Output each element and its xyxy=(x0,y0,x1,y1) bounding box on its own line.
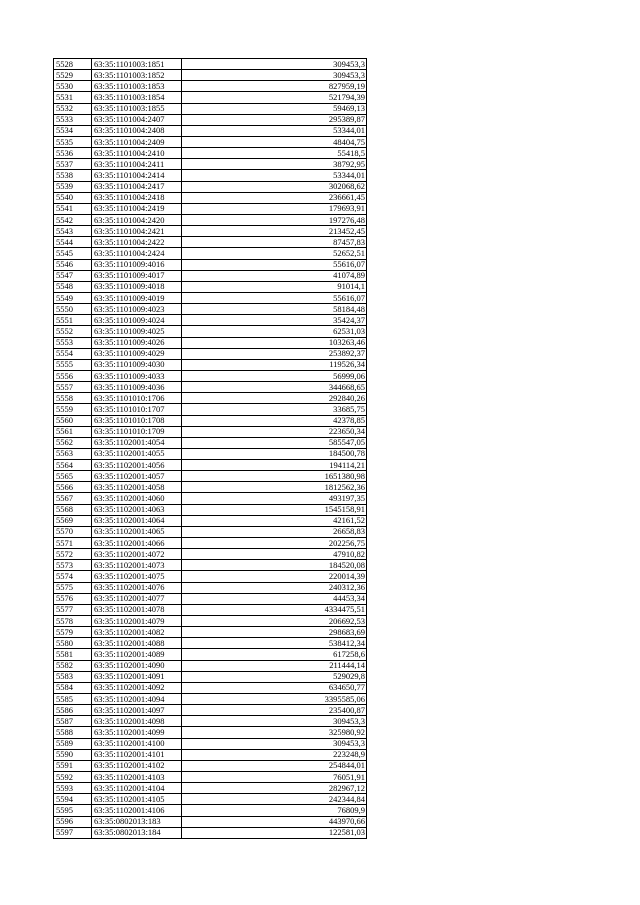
cadastral-value-cell: 213452,45 xyxy=(182,226,367,237)
cadastral-number-cell: 63:35:1101003:1855 xyxy=(92,103,182,114)
cadastral-number-cell: 63:35:1101003:1851 xyxy=(92,59,182,70)
cadastral-number-cell: 63:35:1101009:4025 xyxy=(92,326,182,337)
cadastral-value-cell: 56999,06 xyxy=(182,370,367,381)
cadastral-value-cell: 206692,53 xyxy=(182,616,367,627)
cadastral-number-cell: 63:35:1101004:2407 xyxy=(92,114,182,125)
table-row xyxy=(54,805,367,816)
cadastral-value-cell: 122581,03 xyxy=(182,827,367,838)
row-number-cell: 5554 xyxy=(54,348,92,359)
cadastral-value-cell: 443970,66 xyxy=(182,816,367,827)
row-number-cell: 5594 xyxy=(54,794,92,805)
cadastral-number-cell: 63:35:1102001:4101 xyxy=(92,749,182,760)
table-row xyxy=(54,181,367,192)
cadastral-number-cell: 63:35:1102001:4092 xyxy=(92,682,182,693)
table-row xyxy=(54,114,367,125)
row-number-cell: 5541 xyxy=(54,203,92,214)
cadastral-number-cell: 63:35:1101010:1707 xyxy=(92,404,182,415)
table-row xyxy=(54,426,367,437)
cadastral-number-cell: 63:35:1102001:4088 xyxy=(92,638,182,649)
cadastral-number-cell: 63:35:1102001:4057 xyxy=(92,471,182,482)
table-row xyxy=(54,148,367,159)
cadastral-value-cell: 41074,89 xyxy=(182,270,367,281)
row-number-cell: 5595 xyxy=(54,805,92,816)
table-row xyxy=(54,170,367,181)
row-number-cell: 5582 xyxy=(54,660,92,671)
cadastral-value-cell: 223248,9 xyxy=(182,749,367,760)
cadastral-number-cell: 63:35:1102001:4054 xyxy=(92,437,182,448)
table-row xyxy=(54,192,367,203)
row-number-cell: 5555 xyxy=(54,359,92,370)
cadastral-number-cell: 63:35:1102001:4065 xyxy=(92,526,182,537)
row-number-cell: 5597 xyxy=(54,827,92,838)
row-number-cell: 5540 xyxy=(54,192,92,203)
cadastral-number-cell: 63:35:1102001:4094 xyxy=(92,694,182,705)
table-row xyxy=(54,493,367,504)
cadastral-number-cell: 63:35:1102001:4105 xyxy=(92,794,182,805)
cadastral-value-cell: 309453,3 xyxy=(182,716,367,727)
row-number-cell: 5534 xyxy=(54,125,92,136)
row-number-cell: 5557 xyxy=(54,382,92,393)
cadastral-value-cell: 55616,07 xyxy=(182,292,367,303)
cadastral-value-cell: 35424,37 xyxy=(182,315,367,326)
row-number-cell: 5591 xyxy=(54,760,92,771)
row-number-cell: 5564 xyxy=(54,460,92,471)
row-number-cell: 5577 xyxy=(54,604,92,615)
table-row xyxy=(54,783,367,794)
cadastral-number-cell: 63:35:1101009:4030 xyxy=(92,359,182,370)
cadastral-value-cell: 309453,3 xyxy=(182,738,367,749)
cadastral-value-cell: 1651380,98 xyxy=(182,471,367,482)
cadastral-value-cell: 48404,75 xyxy=(182,136,367,147)
table-row xyxy=(54,59,367,70)
table-row xyxy=(54,627,367,638)
cadastral-value-cell: 236661,45 xyxy=(182,192,367,203)
row-number-cell: 5542 xyxy=(54,214,92,225)
cadastral-number-cell: 63:35:1101009:4018 xyxy=(92,281,182,292)
table-row xyxy=(54,794,367,805)
row-number-cell: 5589 xyxy=(54,738,92,749)
cadastral-value-cell: 325980,92 xyxy=(182,727,367,738)
cadastral-number-cell: 63:35:1101009:4019 xyxy=(92,292,182,303)
table-row xyxy=(54,304,367,315)
row-number-cell: 5586 xyxy=(54,705,92,716)
row-number-cell: 5578 xyxy=(54,616,92,627)
cadastral-value-cell: 52652,51 xyxy=(182,248,367,259)
cadastral-value-cell: 1545158,91 xyxy=(182,504,367,515)
cadastral-number-cell: 63:35:1101004:2410 xyxy=(92,148,182,159)
table-row xyxy=(54,270,367,281)
table-row xyxy=(54,549,367,560)
cadastral-number-cell: 63:35:1102001:4075 xyxy=(92,571,182,582)
cadastral-number-cell: 63:35:1101010:1709 xyxy=(92,426,182,437)
cadastral-value-cell: 179693,91 xyxy=(182,203,367,214)
row-number-cell: 5579 xyxy=(54,627,92,638)
cadastral-value-cell: 44453,34 xyxy=(182,593,367,604)
cadastral-value-cell: 634650,77 xyxy=(182,682,367,693)
cadastral-value-cell: 235400,87 xyxy=(182,705,367,716)
table-row xyxy=(54,526,367,537)
cadastral-value-cell: 211444,14 xyxy=(182,660,367,671)
table-row xyxy=(54,248,367,259)
cadastral-value-cell: 302068,62 xyxy=(182,181,367,192)
cadastral-number-cell: 63:35:1101009:4036 xyxy=(92,382,182,393)
table-row xyxy=(54,727,367,738)
row-number-cell: 5575 xyxy=(54,582,92,593)
table-row xyxy=(54,538,367,549)
row-number-cell: 5561 xyxy=(54,426,92,437)
cadastral-value-cell: 87457,83 xyxy=(182,237,367,248)
table-row xyxy=(54,471,367,482)
row-number-cell: 5551 xyxy=(54,315,92,326)
cadastral-value-cell: 220014,39 xyxy=(182,571,367,582)
row-number-cell: 5568 xyxy=(54,504,92,515)
cadastral-number-cell: 63:35:1102001:4100 xyxy=(92,738,182,749)
table-row xyxy=(54,593,367,604)
cadastral-number-cell: 63:35:1101009:4033 xyxy=(92,370,182,381)
cadastral-value-cell: 26658,83 xyxy=(182,526,367,537)
row-number-cell: 5573 xyxy=(54,560,92,571)
cadastral-value-cell: 254844,01 xyxy=(182,760,367,771)
table-row xyxy=(54,393,367,404)
row-number-cell: 5583 xyxy=(54,671,92,682)
cadastral-value-cell: 197276,48 xyxy=(182,214,367,225)
cadastral-value-cell: 298683,69 xyxy=(182,627,367,638)
cadastral-number-cell: 63:35:1102001:4099 xyxy=(92,727,182,738)
cadastral-number-cell: 63:35:1102001:4063 xyxy=(92,504,182,515)
row-number-cell: 5572 xyxy=(54,549,92,560)
row-number-cell: 5533 xyxy=(54,114,92,125)
cadastral-number-cell: 63:35:1102001:4079 xyxy=(92,616,182,627)
cadastral-value-cell: 58184,48 xyxy=(182,304,367,315)
row-number-cell: 5544 xyxy=(54,237,92,248)
row-number-cell: 5549 xyxy=(54,292,92,303)
table-row xyxy=(54,460,367,471)
row-number-cell: 5531 xyxy=(54,92,92,103)
cadastral-value-cell: 538412,34 xyxy=(182,638,367,649)
table-row xyxy=(54,671,367,682)
row-number-cell: 5529 xyxy=(54,70,92,81)
row-number-cell: 5543 xyxy=(54,226,92,237)
table-row xyxy=(54,259,367,270)
table-row xyxy=(54,738,367,749)
row-number-cell: 5535 xyxy=(54,136,92,147)
table-row xyxy=(54,136,367,147)
cadastral-number-cell: 63:35:1102001:4090 xyxy=(92,660,182,671)
table-row xyxy=(54,70,367,81)
table-row xyxy=(54,482,367,493)
cadastral-value-cell: 202256,75 xyxy=(182,538,367,549)
cadastral-number-cell: 63:35:1101004:2418 xyxy=(92,192,182,203)
cadastral-value-cell: 240312,36 xyxy=(182,582,367,593)
row-number-cell: 5559 xyxy=(54,404,92,415)
cadastral-value-cell: 827959,19 xyxy=(182,81,367,92)
table-row xyxy=(54,348,367,359)
cadastral-number-cell: 63:35:1101004:2414 xyxy=(92,170,182,181)
cadastral-number-cell: 63:35:1101009:4026 xyxy=(92,337,182,348)
cadastral-number-cell: 63:35:1101003:1853 xyxy=(92,81,182,92)
cadastral-number-cell: 63:35:1102001:4082 xyxy=(92,627,182,638)
row-number-cell: 5536 xyxy=(54,148,92,159)
row-number-cell: 5593 xyxy=(54,783,92,794)
table-row xyxy=(54,515,367,526)
cadastral-number-cell: 63:35:1101010:1706 xyxy=(92,393,182,404)
cadastral-number-cell: 63:35:1101004:2419 xyxy=(92,203,182,214)
table-row xyxy=(54,649,367,660)
row-number-cell: 5590 xyxy=(54,749,92,760)
row-number-cell: 5538 xyxy=(54,170,92,181)
cadastral-value-cell: 617258,6 xyxy=(182,649,367,660)
row-number-cell: 5587 xyxy=(54,716,92,727)
row-number-cell: 5566 xyxy=(54,482,92,493)
cadastral-number-cell: 63:35:1101009:4023 xyxy=(92,304,182,315)
row-number-cell: 5571 xyxy=(54,538,92,549)
cadastral-number-cell: 63:35:1102001:4097 xyxy=(92,705,182,716)
cadastral-number-cell: 63:35:1101004:2424 xyxy=(92,248,182,259)
table-body xyxy=(54,59,367,839)
cadastral-value-cell: 1812562,36 xyxy=(182,482,367,493)
row-number-cell: 5562 xyxy=(54,437,92,448)
cadastral-value-cell: 521794,39 xyxy=(182,92,367,103)
cadastral-number-cell: 63:35:1102001:4098 xyxy=(92,716,182,727)
table-row xyxy=(54,604,367,615)
cadastral-number-cell: 63:35:1102001:4060 xyxy=(92,493,182,504)
cadastral-number-cell: 63:35:1102001:4066 xyxy=(92,538,182,549)
table-row xyxy=(54,92,367,103)
cadastral-value-cell: 55418,5 xyxy=(182,148,367,159)
cadastral-number-cell: 63:35:1102001:4058 xyxy=(92,482,182,493)
row-number-cell: 5539 xyxy=(54,181,92,192)
cadastral-number-cell: 63:35:1102001:4064 xyxy=(92,515,182,526)
cadastral-number-cell: 63:35:1102001:4056 xyxy=(92,460,182,471)
table-row xyxy=(54,237,367,248)
row-number-cell: 5528 xyxy=(54,59,92,70)
cadastral-number-cell: 63:35:1101009:4024 xyxy=(92,315,182,326)
table-row xyxy=(54,616,367,627)
row-number-cell: 5565 xyxy=(54,471,92,482)
table-row xyxy=(54,749,367,760)
row-number-cell: 5570 xyxy=(54,526,92,537)
row-number-cell: 5560 xyxy=(54,415,92,426)
cadastral-value-cell: 53344,01 xyxy=(182,170,367,181)
cadastral-number-cell: 63:35:1102001:4106 xyxy=(92,805,182,816)
cadastral-number-cell: 63:35:1101004:2409 xyxy=(92,136,182,147)
cadastral-number-cell: 63:35:1101004:2422 xyxy=(92,237,182,248)
cadastral-number-cell: 63:35:1101003:1852 xyxy=(92,70,182,81)
cadastral-number-cell: 63:35:1101004:2421 xyxy=(92,226,182,237)
row-number-cell: 5596 xyxy=(54,816,92,827)
row-number-cell: 5567 xyxy=(54,493,92,504)
cadastral-value-cell: 53344,01 xyxy=(182,125,367,136)
row-number-cell: 5576 xyxy=(54,593,92,604)
table-row xyxy=(54,214,367,225)
table-row xyxy=(54,359,367,370)
row-number-cell: 5569 xyxy=(54,515,92,526)
cadastral-number-cell: 63:35:0802013:183 xyxy=(92,816,182,827)
cadastral-value-cell: 585547,05 xyxy=(182,437,367,448)
table-row xyxy=(54,281,367,292)
cadastral-value-cell: 223650,34 xyxy=(182,426,367,437)
table-row xyxy=(54,660,367,671)
table-row xyxy=(54,370,367,381)
cadastral-number-cell: 63:35:1101009:4016 xyxy=(92,259,182,270)
cadastral-number-cell: 63:35:1101009:4017 xyxy=(92,270,182,281)
row-number-cell: 5532 xyxy=(54,103,92,114)
table-row xyxy=(54,159,367,170)
table-row xyxy=(54,125,367,136)
cadastral-number-cell: 63:35:1102001:4076 xyxy=(92,582,182,593)
cadastral-number-cell: 63:35:1102001:4072 xyxy=(92,549,182,560)
row-number-cell: 5547 xyxy=(54,270,92,281)
cadastral-number-cell: 63:35:1102001:4104 xyxy=(92,783,182,794)
row-number-cell: 5580 xyxy=(54,638,92,649)
cadastral-number-cell: 63:35:1101004:2408 xyxy=(92,125,182,136)
table-row xyxy=(54,816,367,827)
table-row xyxy=(54,448,367,459)
row-number-cell: 5552 xyxy=(54,326,92,337)
cadastral-value-cell: 253892,37 xyxy=(182,348,367,359)
cadastral-value-cell: 309453,3 xyxy=(182,70,367,81)
cadastral-number-cell: 63:35:1101004:2417 xyxy=(92,181,182,192)
table-row xyxy=(54,404,367,415)
row-number-cell: 5558 xyxy=(54,393,92,404)
cadastral-value-cell: 62531,03 xyxy=(182,326,367,337)
cadastral-value-cell: 55616,07 xyxy=(182,259,367,270)
cadastral-value-cell: 309453,3 xyxy=(182,59,367,70)
cadastral-value-cell: 38792,95 xyxy=(182,159,367,170)
row-number-cell: 5548 xyxy=(54,281,92,292)
cadastral-value-cell: 242344,84 xyxy=(182,794,367,805)
table-row xyxy=(54,337,367,348)
cadastral-value-cell: 184520,08 xyxy=(182,560,367,571)
cadastral-value-cell: 529029,8 xyxy=(182,671,367,682)
cadastral-value-cell: 4334475,51 xyxy=(182,604,367,615)
table-row xyxy=(54,203,367,214)
cadastral-value-cell: 42161,52 xyxy=(182,515,367,526)
cadastral-value-cell: 184500,78 xyxy=(182,448,367,459)
cadastral-value-cell: 76809,9 xyxy=(182,805,367,816)
cadastral-number-cell: 63:35:1101003:1854 xyxy=(92,92,182,103)
row-number-cell: 5588 xyxy=(54,727,92,738)
table-row xyxy=(54,81,367,92)
row-number-cell: 5530 xyxy=(54,81,92,92)
row-number-cell: 5581 xyxy=(54,649,92,660)
cadastral-value-cell: 76051,91 xyxy=(182,772,367,783)
cadastral-number-cell: 63:35:1102001:4102 xyxy=(92,760,182,771)
table-row xyxy=(54,638,367,649)
table-row xyxy=(54,682,367,693)
table-row xyxy=(54,382,367,393)
cadastral-value-cell: 282967,12 xyxy=(182,783,367,794)
table-row xyxy=(54,772,367,783)
row-number-cell: 5585 xyxy=(54,694,92,705)
cadastral-value-table xyxy=(53,58,367,839)
cadastral-number-cell: 63:35:1102001:4077 xyxy=(92,593,182,604)
cadastral-value-cell: 3395585,06 xyxy=(182,694,367,705)
cadastral-number-cell: 63:35:1102001:4078 xyxy=(92,604,182,615)
cadastral-number-cell: 63:35:1101004:2420 xyxy=(92,214,182,225)
cadastral-number-cell: 63:35:1102001:4073 xyxy=(92,560,182,571)
cadastral-value-cell: 292840,26 xyxy=(182,393,367,404)
row-number-cell: 5553 xyxy=(54,337,92,348)
row-number-cell: 5563 xyxy=(54,448,92,459)
table-row xyxy=(54,716,367,727)
cadastral-value-cell: 119526,34 xyxy=(182,359,367,370)
row-number-cell: 5546 xyxy=(54,259,92,270)
cadastral-value-cell: 194114,21 xyxy=(182,460,367,471)
cadastral-value-cell: 493197,35 xyxy=(182,493,367,504)
cadastral-number-cell: 63:35:1101009:4029 xyxy=(92,348,182,359)
table-row xyxy=(54,827,367,838)
cadastral-value-cell: 295389,87 xyxy=(182,114,367,125)
row-number-cell: 5592 xyxy=(54,772,92,783)
cadastral-value-cell: 103263,46 xyxy=(182,337,367,348)
cadastral-number-cell: 63:35:1102001:4103 xyxy=(92,772,182,783)
table-row xyxy=(54,226,367,237)
cadastral-number-cell: 63:35:1102001:4091 xyxy=(92,671,182,682)
table-row xyxy=(54,103,367,114)
row-number-cell: 5556 xyxy=(54,370,92,381)
table-row xyxy=(54,760,367,771)
table-row xyxy=(54,694,367,705)
cadastral-number-cell: 63:35:1101010:1708 xyxy=(92,415,182,426)
cadastral-value-cell: 47910,82 xyxy=(182,549,367,560)
table-row xyxy=(54,582,367,593)
table-row xyxy=(54,415,367,426)
table-row xyxy=(54,571,367,582)
cadastral-value-cell: 33685,75 xyxy=(182,404,367,415)
row-number-cell: 5545 xyxy=(54,248,92,259)
cadastral-value-cell: 91014,1 xyxy=(182,281,367,292)
table-row xyxy=(54,705,367,716)
table-row xyxy=(54,326,367,337)
cadastral-number-cell: 63:35:1102001:4055 xyxy=(92,448,182,459)
table-row xyxy=(54,315,367,326)
cadastral-number-cell: 63:35:1102001:4089 xyxy=(92,649,182,660)
row-number-cell: 5584 xyxy=(54,682,92,693)
cadastral-value-cell: 344668,65 xyxy=(182,382,367,393)
cadastral-number-cell: 63:35:0802013:184 xyxy=(92,827,182,838)
row-number-cell: 5550 xyxy=(54,304,92,315)
cadastral-number-cell: 63:35:1101004:2411 xyxy=(92,159,182,170)
table-row xyxy=(54,560,367,571)
row-number-cell: 5537 xyxy=(54,159,92,170)
table-row xyxy=(54,437,367,448)
table-row xyxy=(54,292,367,303)
row-number-cell: 5574 xyxy=(54,571,92,582)
cadastral-value-cell: 59469,13 xyxy=(182,103,367,114)
cadastral-value-cell: 42378,85 xyxy=(182,415,367,426)
table-row xyxy=(54,504,367,515)
